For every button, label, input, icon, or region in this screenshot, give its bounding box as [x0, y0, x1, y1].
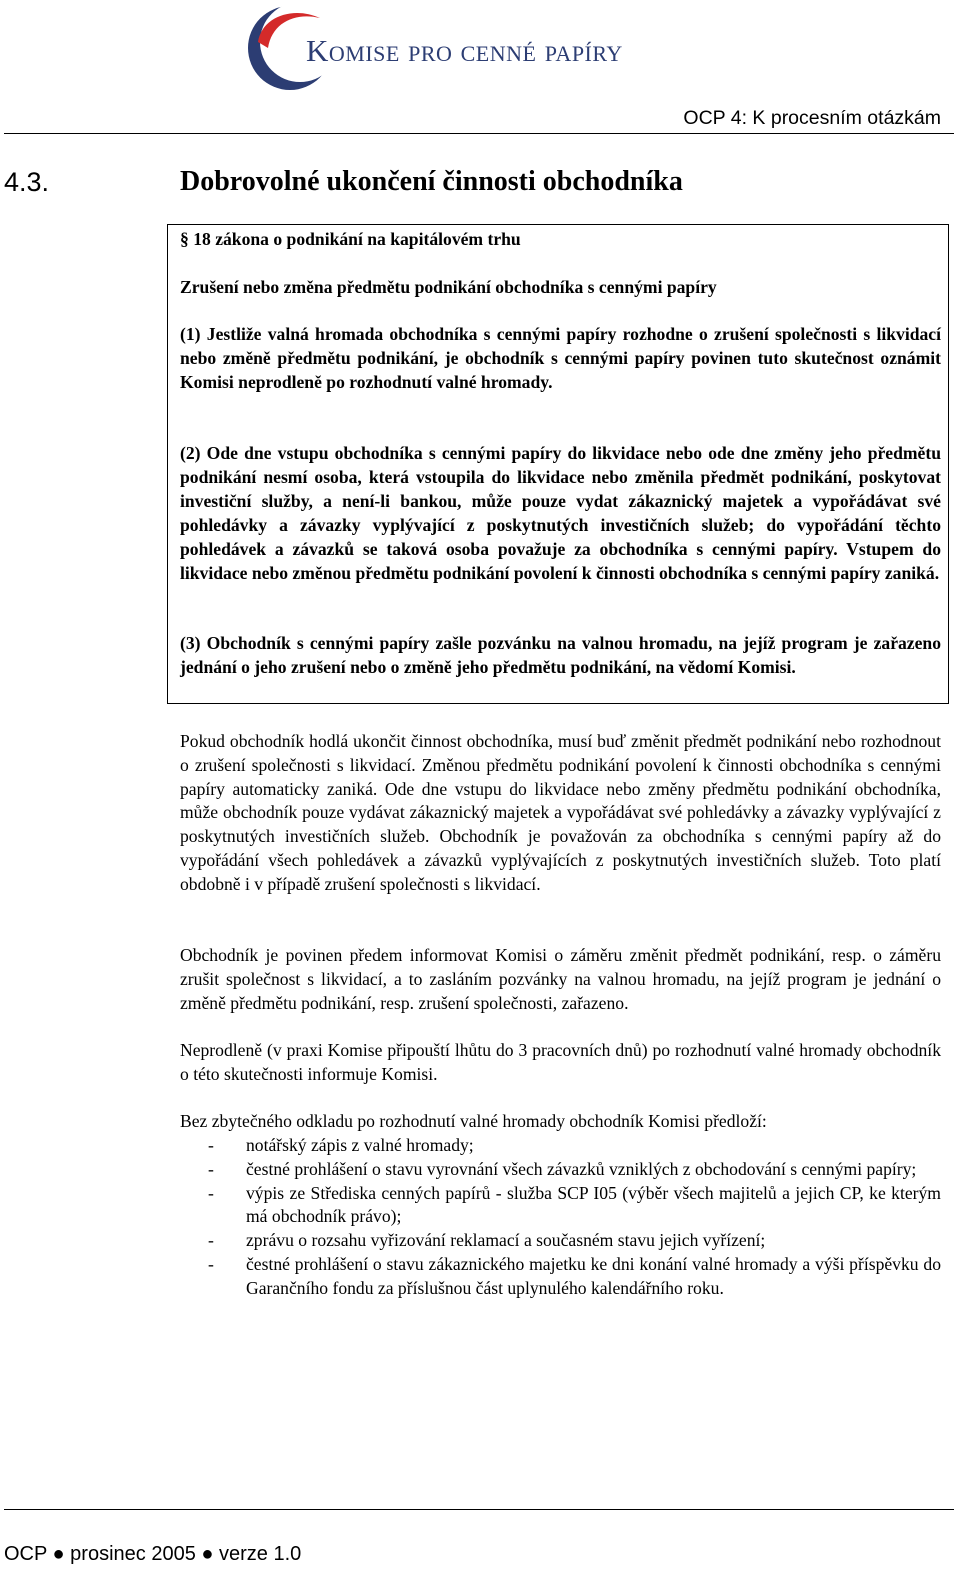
list-item: - čestné prohlášení o stavu vyrovnání všech závazků vzniklých z obchodování s cennými papíry; [180, 1158, 941, 1182]
list-item: - notářský zápis z valné hromady; [180, 1134, 941, 1158]
law-subtitle: Zrušení nebo změna předmětu podnikání obchodníka s cennými papíry [180, 277, 717, 297]
list-dash-icon: - [208, 1253, 214, 1274]
list-dash-icon: - [208, 1230, 214, 1251]
list-item: - čestné prohlášení o stavu zákaznického majetku ke dni konání valné hromady a výši příspěvku do Garančního fondu za příslušnou část uplynulého kalendářního roku. [208, 1253, 941, 1298]
list-dash-icon: - [208, 1158, 214, 1179]
body-paragraph-1: Pokud obchodník hodlá ukončit činnost obchodníka, musí buď změnit předmět podnikání nebo rozhodnout o zrušení společnosti s likvidací. Změnou předmětu podnikání povolení k činnosti obchodníka s cennými papíry automaticky zaniká. Ode dne vstupu do likvidace nebo změny předmětu podnikání obchodníka, může obchodník pouze vydávat zákaznický majetek a vypořádávat své pohledávky a závazky vyplývající z poskytnutých investičních služeb. Obchodník je považován za obchodníka s cennými papíry až do vypořádání všech pohledávek a závazků vyplývajících z poskytnutých investičních služeb. Toto platí obdobně i v případě zrušení společnosti s likvidací. [180, 731, 941, 894]
list-item: - výpis ze Střediska cenných papírů - služba SCP I05 (výběr všech majitelů a jejich CP, ke kterým má obchodník právo); [208, 1182, 941, 1227]
section-number: 4.3. [4, 167, 50, 197]
header-divider [4, 133, 954, 134]
document-list [180, 1134, 941, 1301]
law-reference: § 18 zákona o podnikání na kapitálovém trhu [180, 229, 521, 249]
body-paragraph-2: Obchodník je povinen předem informovat Komisi o záměru změnit předmět podnikání, resp. o záměru zrušit společnost s likvidací, a to zasláním pozvánky na valnou hromadu, na jejíž program je jednání o změně předmětu podnikání, resp. zrušení společnosti, zařazeno. [180, 945, 941, 1013]
footer-divider [4, 1509, 954, 1510]
law-paragraph-3: (3) Obchodník s cennými papíry zašle pozvánku na valnou hromadu, na jejíž program je zařazeno jednání o jeho zrušení nebo o změně jeho předmětu podnikání, na vědomí Komisi. [180, 633, 941, 677]
law-paragraph-2: (2) Ode dne vstupu obchodníka s cennými papíry do likvidace nebo ode dne změny jeho předmětu podnikání nesmí osoba, která vstoupila do likvidace nebo změnila předmět podnikání, poskytovat investiční služby, a není-li bankou, může pouze vydat zákaznický majetek a vypořádávat své pohledávky a závazky vyplývající z poskytnutých investičních služeb; do vypořádání těchto pohledávek a závazků se taková osoba považuje za obchodníka s cennými papíry. Vstupem do likvidace nebo změnou předmětu podnikání povolení k činnosti obchodníka s cennými papíry zaniká. [180, 443, 941, 583]
list-intro: Bez zbytečného odkladu po rozhodnutí valné hromady obchodník Komisi předloží: [180, 1111, 767, 1131]
section-title: Dobrovolné ukončení činnosti obchodníka [180, 166, 683, 197]
list-item: - zprávu o rozsahu vyřizování reklamací a současném stavu jejich vyřízení; [180, 1229, 941, 1253]
footer-text: OCP ● prosinec 2005 ● verze 1.0 [4, 1543, 302, 1565]
list-dash-icon: - [208, 1182, 214, 1203]
law-paragraph-1: (1) Jestliže valná hromada obchodníka s cennými papíry rozhodne o zrušení společnosti s likvidací nebo změně předmětu podnikání, je obchodník s cennými papíry povinen tuto skutečnost oznámit Komisi neprodleně po rozhodnutí valné hromady. [180, 324, 941, 392]
list-dash-icon: - [208, 1135, 214, 1155]
document-header-title: OCP 4: K procesním otázkám [683, 107, 941, 129]
body-paragraph-3: Neprodleně (v praxi Komise připouští lhůtu do 3 pracovních dnů) po rozhodnutí valné hromady obchodník o této skutečnosti informuje Komisi. [180, 1040, 941, 1084]
organization-name: Komise pro cenné papíry [306, 33, 623, 68]
